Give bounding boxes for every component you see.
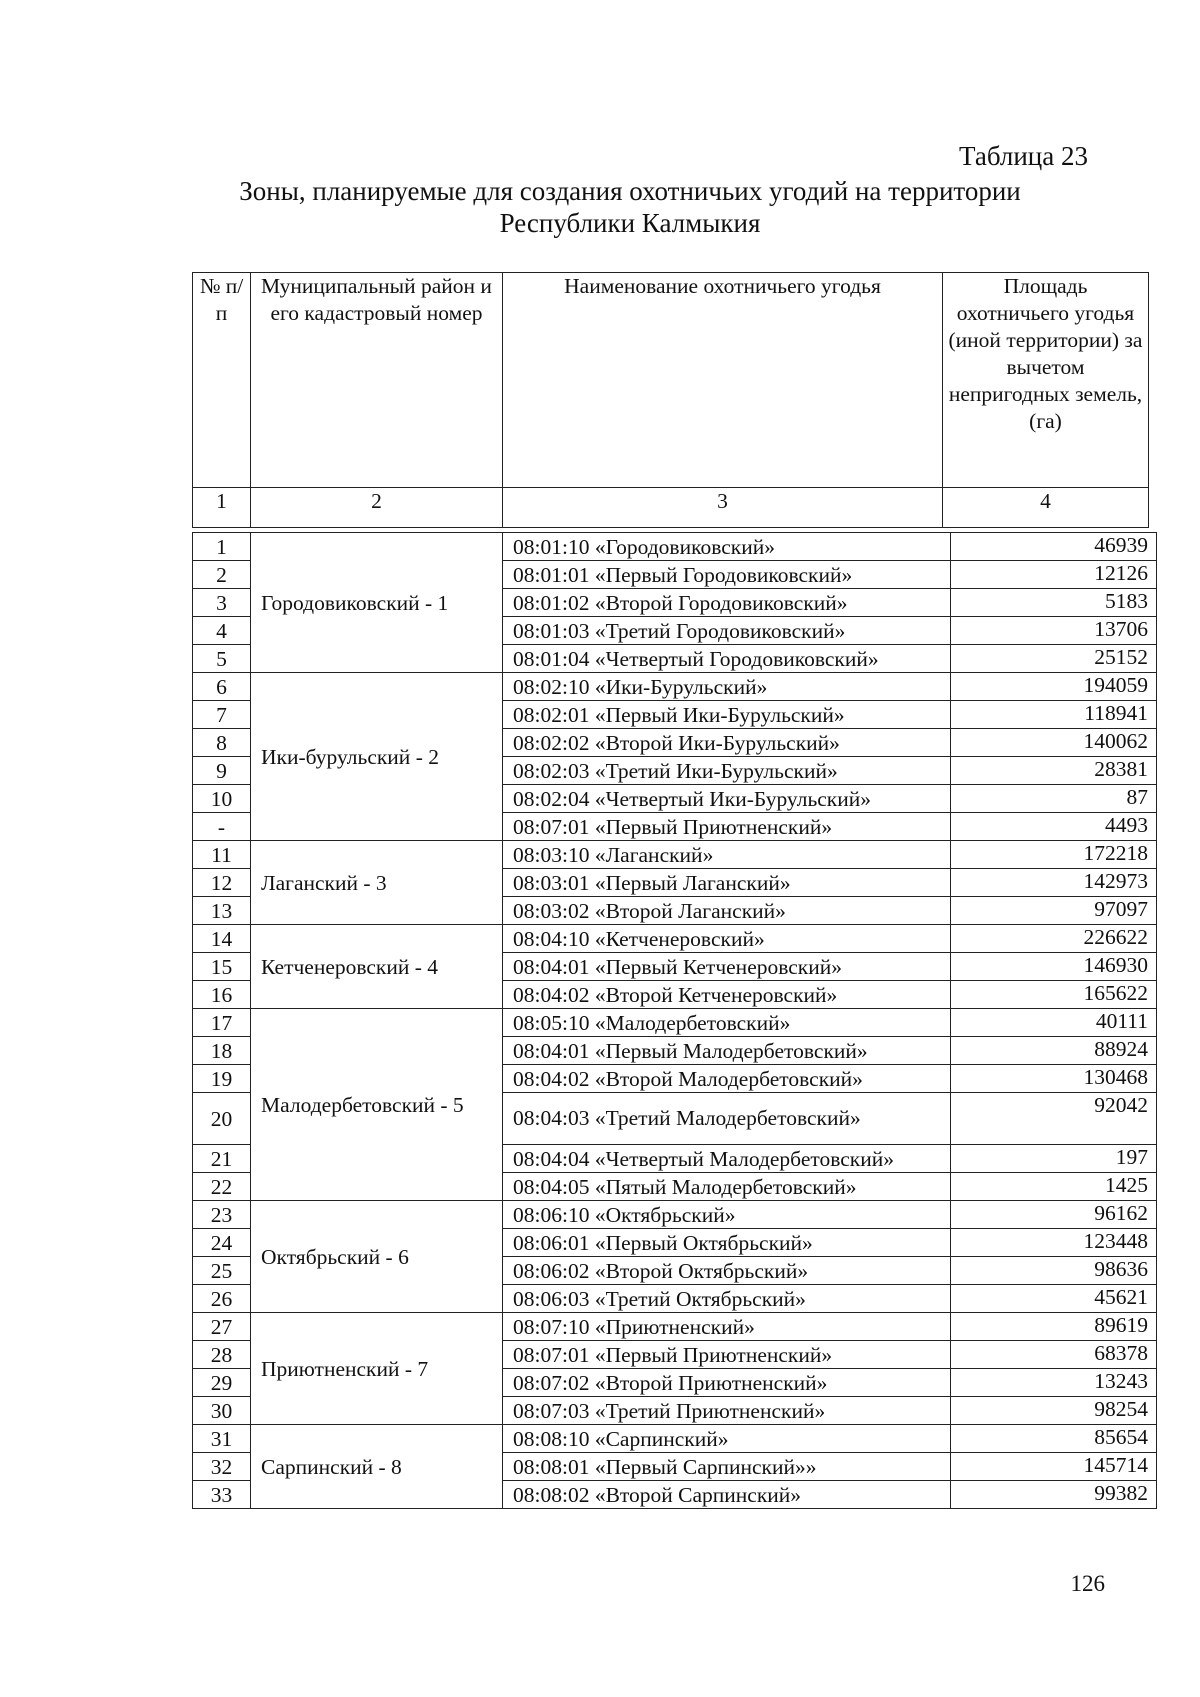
row-number: 27 xyxy=(193,1313,251,1341)
hunting-ground-name: 08:03:02 «Второй Лаганский» xyxy=(503,897,951,925)
hunting-ground-name: 08:02:03 «Третий Ики-Бурульский» xyxy=(503,757,951,785)
hunting-ground-name: 08:02:01 «Первый Ики-Бурульский» xyxy=(503,701,951,729)
row-number: 16 xyxy=(193,981,251,1009)
area-value: 197 xyxy=(951,1145,1157,1173)
area-value: 87 xyxy=(951,785,1157,813)
hunting-ground-name: 08:04:02 «Второй Кетченеровский» xyxy=(503,981,951,1009)
table-row xyxy=(193,925,1157,953)
header-area: Площадь охотничьего угодья (иной территории) за вычетом непригодных земель, (га) xyxy=(943,273,1149,488)
table-row xyxy=(193,1201,1157,1229)
row-number: 5 xyxy=(193,645,251,673)
area-value: 165622 xyxy=(951,981,1157,1009)
area-value: 142973 xyxy=(951,869,1157,897)
area-value: 13243 xyxy=(951,1369,1157,1397)
hunting-ground-name: 08:04:01 «Первый Малодербетовский» xyxy=(503,1037,951,1065)
area-value: 13706 xyxy=(951,617,1157,645)
hunting-ground-name: 08:07:01 «Первый Приютненский» xyxy=(503,813,951,841)
district-cell: Сарпинский - 8 xyxy=(251,1425,503,1509)
hunting-ground-name: 08:05:10 «Малодербетовский» xyxy=(503,1009,951,1037)
district-cell: Ики-бурульский - 2 xyxy=(251,673,503,841)
row-number: 1 xyxy=(193,533,251,561)
area-value: 45621 xyxy=(951,1285,1157,1313)
hunting-ground-name: 08:06:02 «Второй Октябрьский» xyxy=(503,1257,951,1285)
table-row xyxy=(193,1425,1157,1453)
table-row xyxy=(193,533,1157,561)
row-number: 30 xyxy=(193,1397,251,1425)
table-body xyxy=(193,533,1157,1509)
area-value: 140062 xyxy=(951,729,1157,757)
hunting-ground-name: 08:07:02 «Второй Приютненский» xyxy=(503,1369,951,1397)
district-cell: Малодербетовский - 5 xyxy=(251,1009,503,1201)
row-number: 7 xyxy=(193,701,251,729)
table-header xyxy=(192,272,1149,528)
area-value: 68378 xyxy=(951,1341,1157,1369)
area-value: 40111 xyxy=(951,1009,1157,1037)
area-value: 98636 xyxy=(951,1257,1157,1285)
row-number: 28 xyxy=(193,1341,251,1369)
column-number-1: 1 xyxy=(193,488,251,528)
row-number: 23 xyxy=(193,1201,251,1229)
district-cell: Городовиковский - 1 xyxy=(251,533,503,673)
area-value: 89619 xyxy=(951,1313,1157,1341)
row-number: 25 xyxy=(193,1257,251,1285)
row-number: 17 xyxy=(193,1009,251,1037)
row-number: 11 xyxy=(193,841,251,869)
area-value: 4493 xyxy=(951,813,1157,841)
hunting-ground-name: 08:08:10 «Сарпинский» xyxy=(503,1425,951,1453)
hunting-ground-name: 08:01:02 «Второй Городовиковский» xyxy=(503,589,951,617)
hunting-ground-name: 08:04:03 «Третий Малодербетовский» xyxy=(503,1093,951,1145)
hunting-ground-name: 08:07:10 «Приютненский» xyxy=(503,1313,951,1341)
table-row xyxy=(193,1009,1157,1037)
hunting-ground-name: 08:08:01 «Первый Сарпинский»» xyxy=(503,1453,951,1481)
row-number: 2 xyxy=(193,561,251,589)
row-number: 21 xyxy=(193,1145,251,1173)
hunting-ground-name: 08:02:02 «Второй Ики-Бурульский» xyxy=(503,729,951,757)
area-value: 12126 xyxy=(951,561,1157,589)
table-caption: Таблица 23 xyxy=(959,141,1088,171)
hunting-ground-name: 08:02:04 «Четвертый Ики-Бурульский» xyxy=(503,785,951,813)
area-value: 97097 xyxy=(951,897,1157,925)
row-number: 18 xyxy=(193,1037,251,1065)
header-district: Муниципальный район и его кадастровый номер xyxy=(251,273,503,488)
area-value: 123448 xyxy=(951,1229,1157,1257)
hunting-ground-name: 08:04:10 «Кетченеровский» xyxy=(503,925,951,953)
area-value: 226622 xyxy=(951,925,1157,953)
row-number: 3 xyxy=(193,589,251,617)
area-value: 88924 xyxy=(951,1037,1157,1065)
area-value: 1425 xyxy=(951,1173,1157,1201)
hunting-ground-name: 08:03:10 «Лаганский» xyxy=(503,841,951,869)
title-line-2: Республики Калмыкия xyxy=(499,208,761,238)
row-number: 9 xyxy=(193,757,251,785)
title-line-1: Зоны, планируемые для создания охотничьих угодий на территории xyxy=(239,176,1021,206)
table-row xyxy=(193,841,1157,869)
area-value: 25152 xyxy=(951,645,1157,673)
row-number: 19 xyxy=(193,1065,251,1093)
row-number: 31 xyxy=(193,1425,251,1453)
row-number: 20 xyxy=(193,1093,251,1145)
row-number: 4 xyxy=(193,617,251,645)
page-number: 126 xyxy=(1070,1571,1105,1596)
row-number: 10 xyxy=(193,785,251,813)
hunting-ground-name: 08:01:10 «Городовиковский» xyxy=(503,533,951,561)
area-value: 194059 xyxy=(951,673,1157,701)
area-value: 118941 xyxy=(951,701,1157,729)
hunting-ground-name: 08:06:01 «Первый Октябрьский» xyxy=(503,1229,951,1257)
hunting-ground-name: 08:01:04 «Четвертый Городовиковский» xyxy=(503,645,951,673)
hunting-ground-name: 08:08:02 «Второй Сарпинский» xyxy=(503,1481,951,1509)
hunting-ground-name: 08:07:01 «Первый Приютненский» xyxy=(503,1341,951,1369)
row-number: 15 xyxy=(193,953,251,981)
area-value: 96162 xyxy=(951,1201,1157,1229)
hunting-ground-name: 08:06:10 «Октябрьский» xyxy=(503,1201,951,1229)
area-value: 92042 xyxy=(951,1093,1157,1145)
area-value: 46939 xyxy=(951,533,1157,561)
area-value: 172218 xyxy=(951,841,1157,869)
row-number: 22 xyxy=(193,1173,251,1201)
area-value: 98254 xyxy=(951,1397,1157,1425)
area-value: 130468 xyxy=(951,1065,1157,1093)
table-title xyxy=(180,175,1080,239)
hunting-ground-name: 08:04:05 «Пятый Малодербетовский» xyxy=(503,1173,951,1201)
row-number: 26 xyxy=(193,1285,251,1313)
table-row xyxy=(193,1313,1157,1341)
row-number: 12 xyxy=(193,869,251,897)
hunting-ground-name: 08:04:04 «Четвертый Малодербетовский» xyxy=(503,1145,951,1173)
header-number: № п/п xyxy=(193,273,251,488)
row-number: 32 xyxy=(193,1453,251,1481)
column-number-4: 4 xyxy=(943,488,1149,528)
row-number: 8 xyxy=(193,729,251,757)
row-number: 33 xyxy=(193,1481,251,1509)
hunting-ground-name: 08:03:01 «Первый Лаганский» xyxy=(503,869,951,897)
district-cell: Приютненский - 7 xyxy=(251,1313,503,1425)
table-row xyxy=(193,673,1157,701)
hunting-ground-name: 08:06:03 «Третий Октябрьский» xyxy=(503,1285,951,1313)
area-value: 99382 xyxy=(951,1481,1157,1509)
column-number-2: 2 xyxy=(251,488,503,528)
hunting-ground-name: 08:04:01 «Первый Кетченеровский» xyxy=(503,953,951,981)
hunting-ground-name: 08:02:10 «Ики-Бурульский» xyxy=(503,673,951,701)
column-number-3: 3 xyxy=(503,488,943,528)
district-cell: Октябрьский - 6 xyxy=(251,1201,503,1313)
district-cell: Кетченеровский - 4 xyxy=(251,925,503,1009)
hunting-ground-name: 08:01:03 «Третий Городовиковский» xyxy=(503,617,951,645)
row-number: 6 xyxy=(193,673,251,701)
district-cell: Лаганский - 3 xyxy=(251,841,503,925)
row-number: 14 xyxy=(193,925,251,953)
row-number: 29 xyxy=(193,1369,251,1397)
hunting-ground-name: 08:04:02 «Второй Малодербетовский» xyxy=(503,1065,951,1093)
hunting-ground-name: 08:01:01 «Первый Городовиковский» xyxy=(503,561,951,589)
area-value: 85654 xyxy=(951,1425,1157,1453)
hunting-grounds-table xyxy=(192,532,1157,1509)
area-value: 146930 xyxy=(951,953,1157,981)
row-number: - xyxy=(193,813,251,841)
row-number: 24 xyxy=(193,1229,251,1257)
row-number: 13 xyxy=(193,897,251,925)
hunting-ground-name: 08:07:03 «Третий Приютненский» xyxy=(503,1397,951,1425)
area-value: 145714 xyxy=(951,1453,1157,1481)
area-value: 5183 xyxy=(951,589,1157,617)
area-value: 28381 xyxy=(951,757,1157,785)
header-hunting-ground: Наименование охотничьего угодья xyxy=(503,273,943,488)
